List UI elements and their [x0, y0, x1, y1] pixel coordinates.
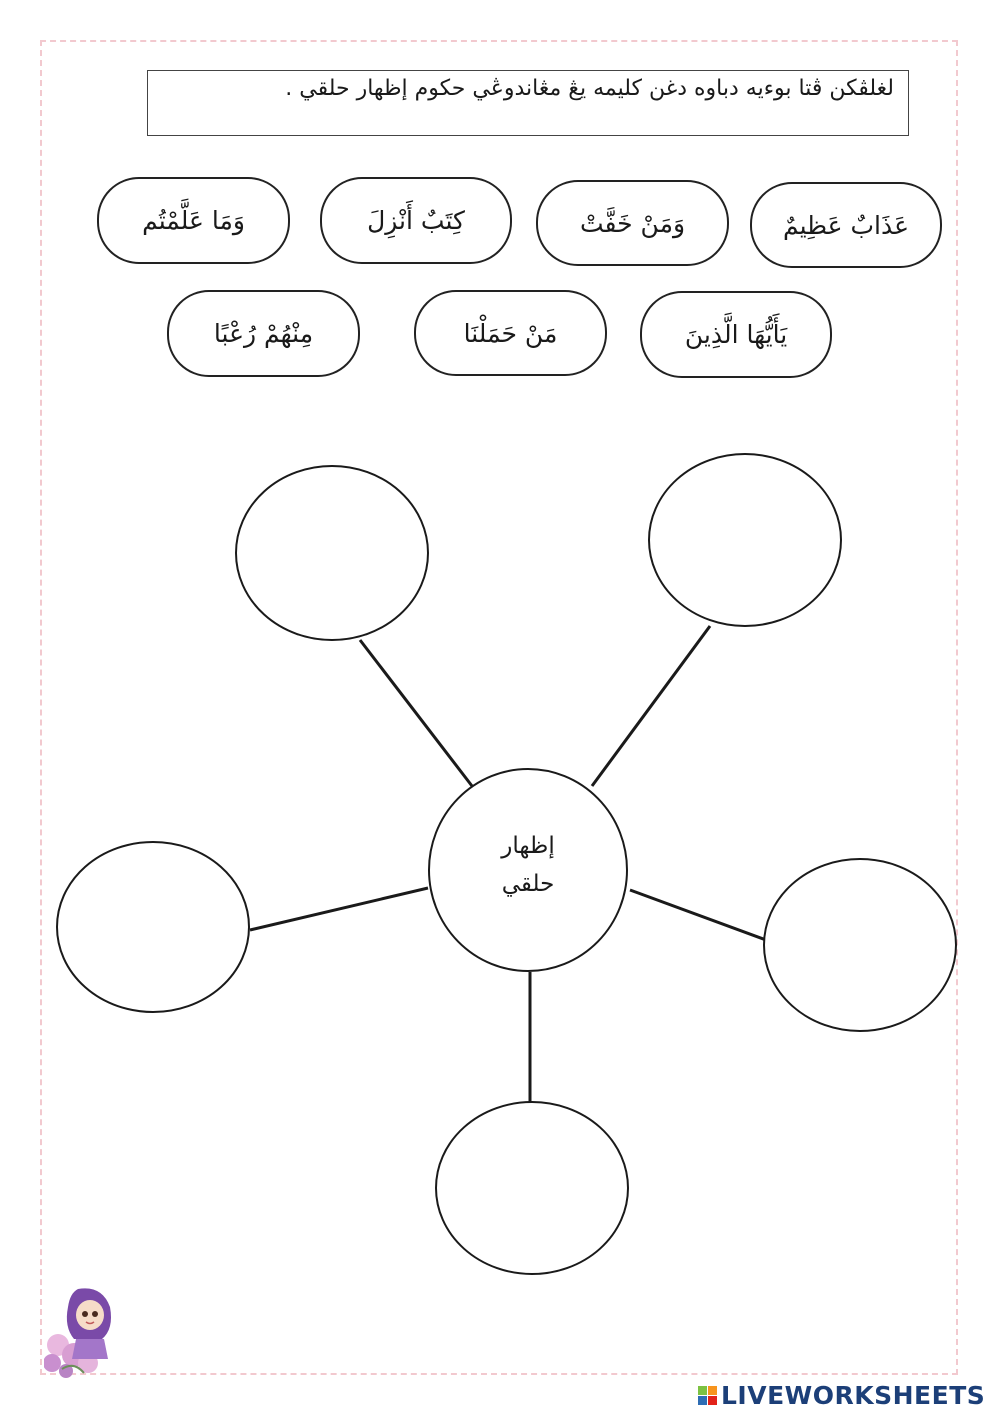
- connector-line: [250, 888, 428, 930]
- connector-line: [360, 640, 472, 786]
- option-chip-3[interactable]: كِتَبٌ أَنْزِلَ: [320, 177, 512, 264]
- center-label-line2: حلقي: [501, 871, 555, 897]
- girl-mascot-icon: [44, 1283, 124, 1379]
- option-chip-1[interactable]: عَذَابٌ عَظِيمٌ: [750, 182, 942, 268]
- center-label: [430, 815, 626, 915]
- option-chip-6[interactable]: مَنْ حَمَلْنَا: [414, 290, 607, 376]
- answer-circle-top-right[interactable]: [649, 454, 841, 626]
- connector-line: [630, 890, 766, 940]
- answer-circle-bottom[interactable]: [436, 1102, 628, 1274]
- option-chip-5[interactable]: يَأَيُّهَا الَّذِينَ: [640, 291, 832, 378]
- connector-line: [592, 626, 710, 786]
- center-label-line1: إظهار: [501, 833, 555, 859]
- answer-circle-right[interactable]: [764, 859, 956, 1031]
- option-chip-4[interactable]: وَمَا عَلَّمْتُم: [97, 177, 290, 264]
- option-chip-2[interactable]: وَمَنْ خَفَّتْ: [536, 180, 729, 266]
- answer-circle-top-left[interactable]: [236, 466, 428, 640]
- instruction-box: لغلڤكن ڤتا بوءيه دباوه دغن كليمه يڠ مڠاندوڠي حكوم إظهار حلقي .: [147, 70, 909, 136]
- answer-circle-left[interactable]: [57, 842, 249, 1012]
- liveworksheets-logo-icon: [698, 1386, 717, 1405]
- liveworksheets-brand: [698, 1378, 985, 1412]
- option-chip-7[interactable]: مِنْهُمْ رُعْبًا: [167, 290, 360, 377]
- brand-text: LIVEWORKSHEETS: [721, 1380, 986, 1410]
